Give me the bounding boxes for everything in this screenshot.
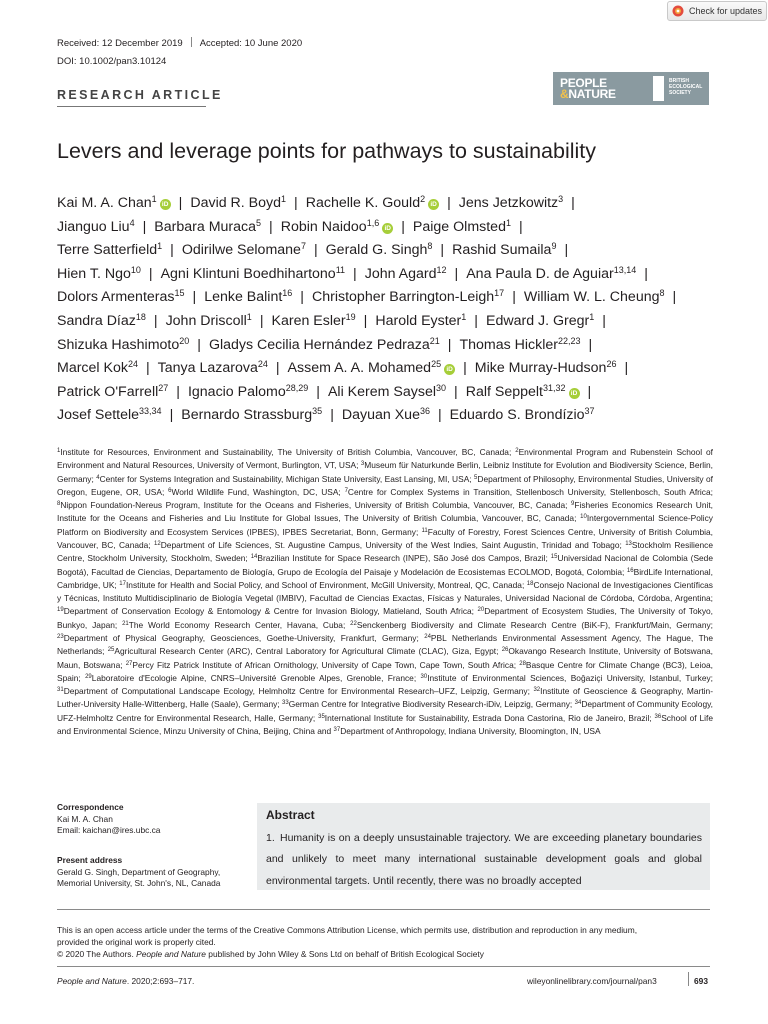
affiliation-item: $^8$Nippon Foundation-Nereus Program, Institute for the Oceans and Fisheries, University of British Columbia, Vancouver, BC, Canada;: [57, 500, 572, 511]
affiliation-item: $^{25}$Agricultural Research Center (ARC), Central Laboratory for Agricultural Climate (CLAC), Giza, Egypt;: [107, 646, 502, 657]
author-line: [57, 192, 717, 216]
affiliation-item: $^6$World Wildlife Fund, Washington, DC, USA;: [168, 486, 345, 497]
affiliation-item: $^{30}$Institute of Environmental Sciences, Boğaziçi University, Istanbul, Turkey;: [420, 672, 713, 683]
affiliation-item: $^{29}$Laboratoire d'Ecologie Alpine, CNRS–Université Grenoble Alpes, Grenoble, France;: [85, 672, 421, 683]
affiliation-ref[interactable]: 1: [505, 217, 511, 228]
author-name[interactable]: Ana Paula D. de Aguiar$^{13,14}$: [466, 264, 637, 282]
page-number: 693: [694, 976, 708, 986]
present-address-line: Gerald G. Singh, Department of Geography,: [57, 866, 221, 877]
citation: . 2020;2:693–717.: [126, 976, 195, 986]
journal-logo: PEOPLE &NATURE BRITISH ECOLOGICAL SOCIETY: [553, 72, 709, 105]
author-separator: |: [447, 336, 452, 353]
affiliation-item: $^1$Institute for Resources, Environment and Sustainability, The University of British Columbia, Vancouver, BC, Canada;: [57, 447, 516, 457]
author-separator: |: [259, 312, 264, 329]
doi[interactable]: DOI: 10.1002/pan3.10124: [57, 56, 167, 67]
author-separator: |: [148, 265, 153, 282]
affiliation-ref[interactable]: 4: [129, 217, 135, 228]
affiliation-item: $^{17}$Institute for Health and Social Policy, and School of Environment, McGill University, Montreal, QC, Canada;: [119, 579, 527, 590]
author-name[interactable]: Christopher Barrington-Leigh$^{17}$: [311, 288, 505, 306]
affiliation-item: $^{19}$Department of Conservation Ecology & Entomology & Centre for Invasion Biology, Matieland, South Africa;: [57, 606, 478, 617]
author-name[interactable]: Sandra Díaz$^{18}$: [57, 311, 146, 329]
author-separator: |: [169, 407, 174, 424]
author-name[interactable]: Terre Satterfield$^1$: [57, 241, 163, 259]
affiliation-ref[interactable]: 5: [256, 217, 262, 228]
author-separator: |: [564, 242, 569, 259]
affiliation-ref[interactable]: 2: [420, 194, 426, 204]
bes-logo-mark: [653, 76, 664, 101]
correspondence-block: [57, 802, 160, 837]
author-name[interactable]: Karen Esler$^{19}$: [271, 311, 356, 329]
accepted-date: Accepted: 10 June 2020: [199, 38, 303, 49]
affiliation-ref[interactable]: 36: [419, 406, 430, 417]
author-separator: |: [447, 195, 451, 211]
affiliation-item: $^{24}$PBL Netherlands Environmental Assessment Agency, The Hague, The Netherlands;: [57, 632, 713, 657]
author-separator: |: [474, 312, 478, 329]
author-name[interactable]: Robin Naidoo$^{1,6}$iD: [281, 219, 394, 235]
affiliation-ref[interactable]: 19: [345, 311, 356, 322]
author-name[interactable]: Jianguo Liu$^4$: [57, 217, 135, 235]
affiliation-ref[interactable]: 27: [158, 382, 169, 393]
author-name[interactable]: Patrick O'Farrell$^{27}$: [57, 382, 169, 400]
author-separator: |: [454, 265, 459, 282]
author-line: [57, 216, 717, 240]
affiliation-item: $^5$Department of Philosophy, Environmental Studies, University of Oregon, Eugene, OR, USA;: [57, 473, 713, 497]
author-separator: |: [588, 336, 593, 353]
affiliation-item: $^{14}$Brazilian Institute for Space Research (INPE), São José dos Campos, Brazil;: [250, 553, 551, 564]
affiliation-item: $^{20}$Department of Ecosystem Studies, The University of Tokyo, Bunkyo, Japan;: [57, 606, 713, 630]
author-name[interactable]: Josef Settele$^{33,34}$: [57, 406, 162, 424]
author-separator: |: [454, 383, 458, 400]
author-separator: |: [170, 242, 174, 259]
author-separator: |: [353, 265, 357, 282]
affiliation-ref[interactable]: 31,32: [543, 382, 566, 393]
orcid-icon[interactable]: iD: [428, 199, 439, 210]
journal-name: People and Nature: [57, 976, 127, 986]
author-separator: |: [197, 336, 201, 353]
author-separator: |: [300, 289, 304, 306]
author-name[interactable]: Harold Eyster$^1$: [375, 311, 467, 329]
author-separator: |: [672, 289, 677, 306]
affiliation-ref[interactable]: 17: [494, 288, 505, 299]
affiliation-ref[interactable]: 22,23: [558, 335, 581, 346]
author-separator: |: [275, 360, 280, 377]
author-separator: |: [176, 383, 180, 400]
author-name[interactable]: Marcel Kok$^{24}$: [57, 359, 138, 377]
divider: [57, 909, 710, 910]
affiliation-ref[interactable]: 13,14: [613, 264, 637, 275]
correspondence-email[interactable]: Email: kaichan@ires.ubc.ca: [57, 825, 161, 835]
correspondence-heading: Correspondence: [57, 802, 124, 812]
author-line: [57, 334, 717, 358]
affiliation-ref[interactable]: 1: [589, 311, 595, 322]
affiliation-item: $^{18}$Consejo Nacional de Investigaciones Científicas y Técnicas, Instituto Multidisciplinario de Biología Vegetal (IMBIV), Facultad de Ciencias Exactas, Físicas y Naturales, Universidad Nacional de Córdoba, Córdoba, Argentina;: [57, 579, 713, 604]
affiliation-ref[interactable]: 1: [151, 194, 157, 204]
affiliation-item: $^{28}$Basque Centre for Climate Change (BC3), Leioa, Spain;: [57, 659, 713, 683]
affiliation-ref[interactable]: 1,6: [366, 217, 380, 228]
affiliation-item: $^{27}$Percy Fitz Patrick Institute of African Ornithology, University of Cape Town, Cape Town, South Africa;: [125, 659, 520, 670]
affiliation-ref[interactable]: 35: [312, 406, 323, 417]
author-name[interactable]: Gerald G. Singh$^8$: [325, 241, 433, 259]
affiliation-ref[interactable]: 8: [659, 288, 665, 299]
affiliation-ref[interactable]: 9: [551, 241, 557, 252]
affiliation-ref[interactable]: 20: [179, 335, 190, 346]
author-separator: |: [518, 218, 523, 235]
author-line: [57, 381, 717, 405]
author-line: [57, 263, 717, 287]
orcid-icon[interactable]: iD: [444, 364, 455, 375]
affiliation-item: $^{13}$Stockholm Resilience Centre, Stockholm University, Stockholm, Sweden;: [57, 539, 714, 564]
affiliation-ref[interactable]: 1: [461, 311, 467, 322]
author-separator: |: [142, 218, 147, 235]
affiliation-ref[interactable]: 33,34: [139, 406, 162, 417]
author-separator: |: [363, 312, 368, 329]
author-name[interactable]: Paige Olmsted$^1$: [412, 217, 511, 235]
author-separator: |: [192, 289, 197, 306]
author-separator: |: [401, 218, 405, 235]
affiliation-ref[interactable]: 11: [335, 264, 346, 275]
author-name[interactable]: Shizuka Hashimoto$^{20}$: [57, 335, 190, 353]
affiliation-item: $^{31}$Department of Computational Landscape Ecology, Helmholtz Centre for Environmental Research–UFZ, Leipzig, Germany;: [57, 686, 534, 697]
affiliation-ref[interactable]: 12: [436, 264, 447, 275]
author-line: [57, 404, 717, 428]
affiliation-ref[interactable]: 1: [281, 194, 287, 204]
affiliation-item: $^{21}$The World Economy Research Center, Havana, Cuba;: [122, 619, 351, 630]
author-separator: |: [624, 360, 629, 377]
check-for-updates-button[interactable]: [667, 1, 767, 21]
orcid-icon[interactable]: iD: [382, 223, 393, 234]
affiliations: [57, 446, 713, 738]
author-separator: |: [153, 312, 158, 329]
author-name[interactable]: Hien T. Ngo$^{10}$: [57, 264, 141, 282]
affiliation-item: $^{37}$Department of Anthropology, Indiana University, Bloomington, IN, USA: [333, 725, 601, 736]
affiliation-ref[interactable]: 8: [427, 241, 433, 252]
affiliation-ref[interactable]: 16: [282, 288, 293, 299]
affiliation-ref[interactable]: 3: [558, 194, 564, 204]
author-separator: |: [512, 289, 516, 306]
author-line: [57, 239, 717, 263]
affiliation-item: $^{23}$Department of Physical Geography, Geosciences, Goethe-University, Frankfurt, Germany;: [57, 632, 425, 643]
divider: [57, 106, 206, 107]
affiliation-item: $^4$Center for Systems Integration and Sustainability, Michigan State University, East Lansing, MI, USA;: [96, 473, 475, 484]
affiliation-item: $^7$Centre for Complex Systems in Transition, Stellenbosch University, Stellenbosch, South Africa;: [344, 486, 713, 497]
affiliation-ref[interactable]: 10: [130, 264, 141, 275]
author-name[interactable]: Lenke Balint$^{16}$: [204, 288, 293, 306]
affiliation-item: $^{33}$German Centre for Integrative Biodiversity Research-iDiv, Leipzig, Germany;: [282, 699, 575, 710]
affiliation-ref[interactable]: 37: [584, 406, 595, 417]
author-name[interactable]: Dolors Armenteras$^{15}$: [57, 288, 185, 306]
received-date: Received: 12 December 2019: [57, 38, 183, 49]
affiliation-ref[interactable]: 15: [174, 288, 185, 299]
author-list: [57, 192, 717, 428]
author-separator: |: [313, 242, 318, 259]
author-separator: |: [602, 312, 606, 329]
author-separator: |: [330, 407, 334, 424]
author-separator: |: [571, 195, 575, 211]
affiliation-item: $^2$Environmental Program and Rubenstein School of Environment and Natural Resources, University of Vermont, Burlington, VT, USA;: [57, 447, 713, 471]
affiliation-ref[interactable]: 25: [431, 359, 442, 370]
author-name[interactable]: John Agard$^{12}$: [364, 264, 447, 282]
orcid-icon[interactable]: iD: [569, 388, 580, 399]
author-line: [57, 286, 717, 310]
author-name[interactable]: Gladys Cecilia Hernández Pedraza$^{21}$: [208, 335, 440, 353]
author-name[interactable]: Ralf Seppelt$^{31,32}$iD: [466, 384, 580, 400]
citation-line: [57, 976, 194, 986]
dates-line: [57, 37, 302, 49]
author-name[interactable]: Ali Kerem Saysel$^{30}$: [327, 382, 447, 400]
author-name[interactable]: Thomas Hickler$^{22,23}$: [459, 335, 581, 353]
present-address-line: Memorial University, St. John's, NL, Canada: [57, 878, 221, 888]
check-for-updates-label: Check for updates: [689, 6, 763, 16]
affiliation-item: $^{36}$School of Life and Environmental Science, Minzu University of China, Beijing, China and: [57, 712, 714, 736]
author-name[interactable]: Tanya Lazarova$^{24}$: [157, 359, 268, 377]
author-name[interactable]: Assem A. A. Mohamed$^{25}$iD: [288, 360, 456, 376]
author-line: [57, 357, 717, 381]
author-name[interactable]: Agni Klintuni Boedhihartono$^{11}$: [160, 264, 346, 282]
author-separator: |: [294, 195, 298, 211]
author-separator: |: [644, 265, 648, 282]
author-name[interactable]: John Driscoll$^1$: [165, 311, 252, 329]
present-address-heading: Present address: [57, 855, 123, 865]
affiliation-ref[interactable]: 7: [300, 241, 306, 252]
journal-url[interactable]: wileyonlinelibrary.com/journal/pan3: [527, 976, 657, 986]
abstract-text: [266, 828, 702, 892]
affiliation-ref[interactable]: 18: [135, 311, 146, 322]
author-name[interactable]: Odirilwe Selomane$^7$: [181, 241, 306, 259]
affiliation-ref[interactable]: 30: [436, 382, 447, 393]
orcid-icon[interactable]: iD: [160, 199, 171, 210]
author-name[interactable]: Barbara Muraca$^5$: [154, 217, 262, 235]
author-separator: |: [587, 383, 592, 400]
affiliation-ref[interactable]: 28,29: [285, 382, 309, 393]
affiliation-ref[interactable]: 24: [127, 359, 138, 370]
author-separator: |: [178, 195, 183, 211]
crossmark-icon: [672, 5, 684, 17]
author-name[interactable]: David R. Boyd$^1$: [190, 194, 287, 211]
affiliation-item: $^9$Fisheries Economics Research Unit, Institute for the Oceans and Fisheries and Liu Institute for Global Issues, The University of British Columbia, Vancouver, BC, Canada;: [57, 500, 713, 524]
affiliation-item: $^3$Museum für Naturkunde Berlin, Leibniz Institute for Evolution and Biodiversity Science, Berlin, Germany;: [57, 460, 713, 484]
affiliation-item: $^{11}$Faculty of Forestry, Forest Sciences Centre, University of British Columbia, Vancouver, BC, Canada;: [57, 526, 713, 550]
abstract-item-number: 1.: [266, 832, 275, 844]
article-title: Levers and leverage points for pathways to sustainability: [57, 139, 597, 163]
author-separator: |: [316, 383, 320, 400]
affiliation-ref[interactable]: 1: [246, 311, 252, 322]
affiliation-item: $^{34}$Department of Community Ecology, UFZ-Helmholtz Centre for Environmental Research, Halle, Germany;: [57, 699, 713, 723]
affiliation-ref[interactable]: 21: [429, 335, 440, 346]
author-name[interactable]: Dayuan Xue$^{36}$: [341, 406, 430, 424]
author-separator: |: [145, 360, 150, 377]
abstract-heading: Abstract: [266, 808, 315, 822]
author-name[interactable]: Bernardo Strassburg$^{35}$: [181, 406, 323, 424]
author-name[interactable]: Mike Murray-Hudson$^{26}$: [474, 359, 617, 377]
affiliation-item: $^{35}$International Institute for Sustainability, Estrada Dona Castorina, Rio de Janeiro, Brazil;: [318, 712, 655, 723]
affiliation-item: $^{16}$BirdLife International, Cambridge, UK;: [57, 566, 713, 590]
correspondence-name: Kai M. A. Chan: [57, 813, 113, 824]
author-name[interactable]: Rachelle K. Gould$^2$iD: [306, 195, 439, 211]
affiliation-item: $^{12}$Department of Life Sciences, St. Augustine Campus, University of the West Indies, Saint Augustin, Trinidad and Tobago;: [154, 539, 626, 550]
article-type: RESEARCH ARTICLE: [57, 88, 223, 102]
author-separator: |: [437, 407, 442, 424]
author-name[interactable]: Kai M. A. Chan$^1$iD: [57, 195, 171, 211]
author-name[interactable]: Jens Jetzkowitz$^3$: [458, 194, 564, 211]
license-text: This is an open access article under the terms of the Creative Commons Attribution License, which permits use, distribution and reproduction in any medium, provided the original work is properly cited. © 2020 The Authors. People and Nature published by John Wiley & Sons Ltd on behalf of British Ecological Society: [57, 925, 638, 960]
affiliation-ref[interactable]: 1: [157, 241, 163, 252]
affiliation-item: $^{32}$Institute of Geoscience & Geography, Martin-Luther-University Halle-Wittenberg, Halle (Saale), Germany;: [57, 686, 713, 710]
affiliation-item: $^{10}$Intergovernmental Science-Policy Platform on Biodiversity and Ecosystem Services (IPBES), IPBES Secretariat, Bonn, Germany;: [57, 513, 713, 537]
author-name[interactable]: William W. L. Cheung$^8$: [523, 288, 665, 306]
author-name[interactable]: Edward J. Gregr$^1$: [485, 311, 595, 329]
affiliation-ref[interactable]: 26: [606, 359, 617, 370]
author-line: [57, 310, 717, 334]
affiliation-item: $^{15}$Universidad Nacional de Colombia (Sede Bogotá), Facultad de Ciencias, Departamento de Biología, Grupo de Ecología del Paisaje y Modelación de Ecosistemas ECOLMOD, Bogotá, Colombia;: [57, 553, 714, 577]
abstract-item-text: Humanity is on a deeply unsustainable trajectory. We are exceeding planetary boundaries and unlikely to meet many international sustainable development goals and global environmental targets. Until recently, there was no broadly accepted: [266, 832, 702, 887]
divider: [57, 966, 710, 967]
author-name[interactable]: Ignacio Palomo$^{28,29}$: [187, 382, 309, 400]
author-name[interactable]: Eduardo S. Brondízio$^{37}$: [449, 406, 595, 424]
affiliation-ref[interactable]: 24: [257, 359, 268, 370]
present-address-block: [57, 855, 220, 890]
author-separator: |: [440, 242, 445, 259]
affiliation-item: $^{22}$Senckenberg Biodiversity and Climate Research Centre (BiK-F), Frankfurt/Main, Germany;: [350, 619, 713, 630]
divider: [191, 37, 192, 47]
divider: [688, 972, 689, 986]
affiliation-item: $^{26}$Okavango Research Institute, University of Botswana, Maun, Botswana;: [57, 646, 714, 670]
author-name[interactable]: Rashid Sumaila$^9$: [452, 241, 557, 259]
author-separator: |: [463, 360, 467, 377]
author-separator: |: [269, 218, 273, 235]
